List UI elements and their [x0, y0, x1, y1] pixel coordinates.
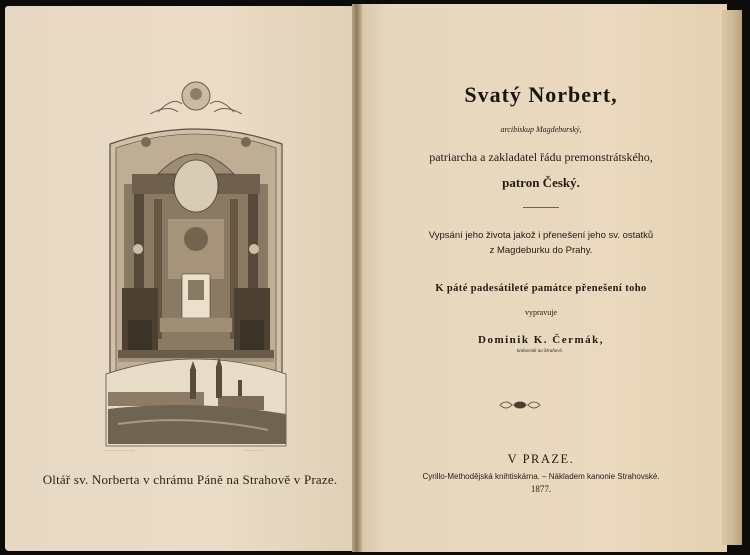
publisher-line: Cyrillo-Methodějská knihtiskárna. – Nákladem kanonie Strahovské.: [422, 472, 660, 481]
book-title: Svatý Norbert,: [464, 82, 618, 107]
author-role: knihovník na Strahově.: [517, 349, 563, 354]
engraver-signature-right: ...............: [244, 447, 264, 452]
engraver-signature-left: ........................: [104, 447, 135, 452]
illustration-caption: Oltář sv. Norberta v chrámu Páně na Strahově v Praze.: [42, 472, 338, 487]
strahov-landscape: [106, 357, 286, 446]
book-gutter: [352, 4, 362, 552]
decorative-ornament: [498, 399, 542, 411]
description-block: [380, 228, 702, 258]
subtitle-archbishop: arcibiskup Magdeburský,: [500, 125, 582, 134]
title-divider: [523, 207, 559, 208]
page-edge: [722, 10, 742, 545]
anniversary-line: K páté padesátileté památce přenešení toho: [435, 283, 647, 294]
description-line: z Magdeburku do Prahy.: [489, 245, 593, 256]
subtitle-patron: patron Český.: [502, 175, 580, 190]
narrated-by: vypravuje: [525, 308, 557, 317]
crest-ornament: [150, 82, 242, 114]
author-name: Dominik K. Čermák,: [478, 334, 604, 346]
subtitle-patriarch: patriarcha a zakladatel řádu premonstrátského,: [429, 150, 653, 164]
description-line: Vypsání jeho života jakož i přenešení jeho sv. ostatků: [428, 230, 654, 241]
altar-engraving: [98, 74, 290, 452]
publication-place: V PRAZE.: [507, 452, 575, 466]
publication-year: 1877.: [530, 484, 552, 494]
